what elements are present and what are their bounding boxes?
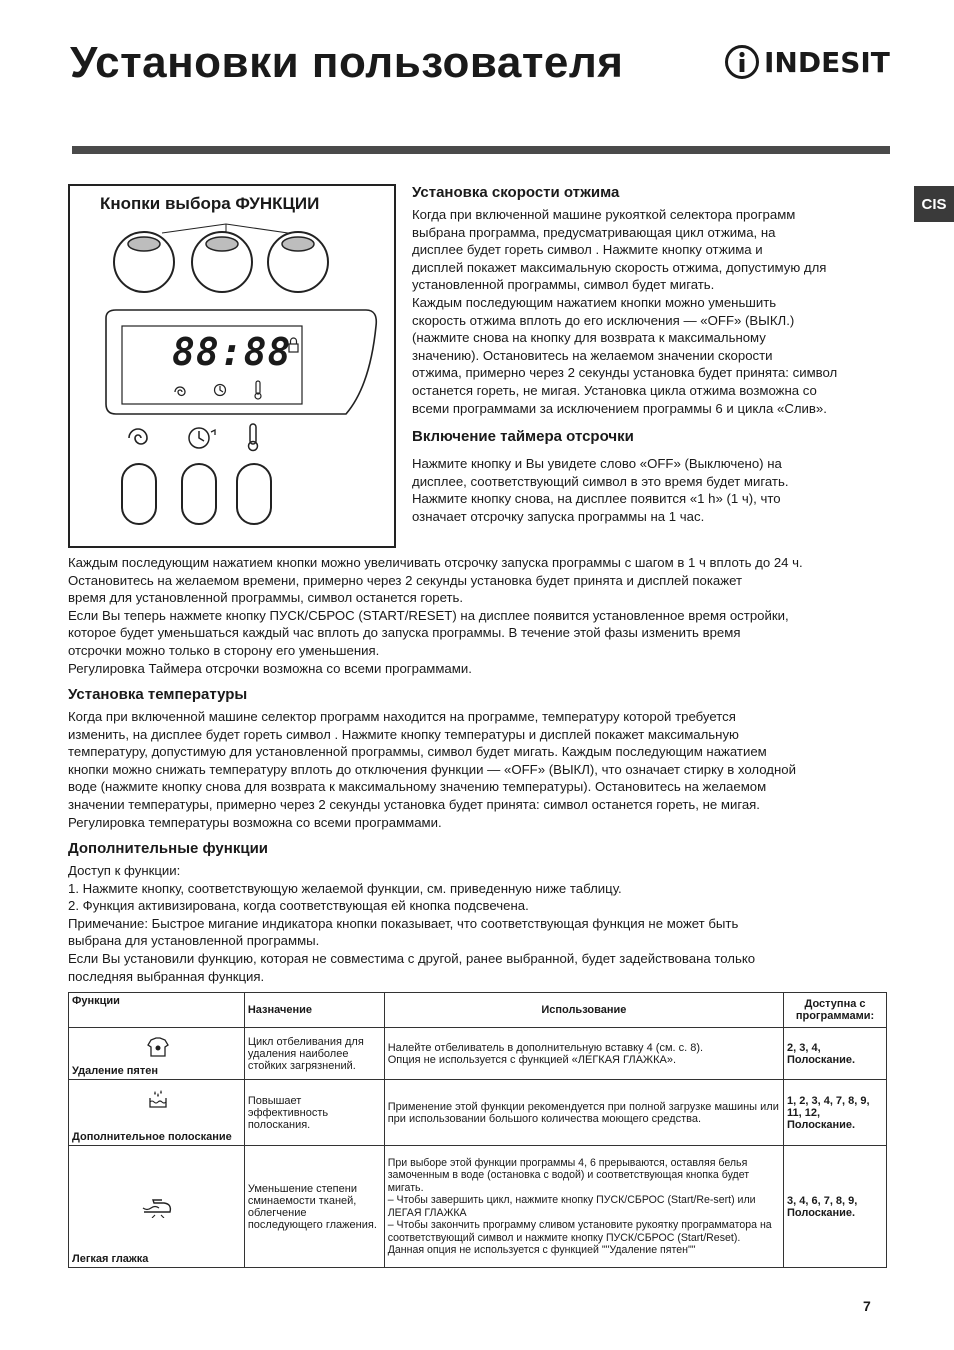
stain-removal-icon: [147, 1036, 169, 1058]
timer-text: Нажмите кнопку и Вы увидете слово «OFF» (Выключено) на дисплее, соответствующий символ в это время будет мигать. Нажмите кнопку снова, на дисплее появится «1 h» (1 ч), что означает отсрочку запуска программы на 1 час.: [412, 456, 789, 524]
extra-heading: Дополнительные функции: [68, 840, 269, 857]
function-cell: Удаление пятен: [69, 1028, 245, 1080]
function-button-2: [192, 232, 252, 292]
extra-functions-section: [68, 840, 755, 985]
header-purpose: Назначение: [244, 993, 384, 1028]
temperature-heading: Установка температуры: [68, 686, 248, 703]
purpose-cell: Цикл отбеливания для удаления наиболее стойких загрязнений.: [244, 1028, 384, 1080]
purpose-cell: Уменьшение степени сминаемости тканей, облегчение последующего глажения.: [244, 1146, 384, 1268]
header-programs: Доступна с программами:: [784, 993, 887, 1028]
programs-cell: 3, 4, 6, 7, 8, 9, Полоскание.: [784, 1146, 887, 1268]
header-functions: Функции: [69, 993, 245, 1028]
header-usage: Использование: [384, 993, 783, 1028]
page-number: 7: [863, 1298, 871, 1314]
purpose-cell: Повышает эффективность полоскания.: [244, 1080, 384, 1146]
usage-cell: Применение этой функции рекомендуется при полной загрузке машины или при использовании большого количества моющего средства.: [384, 1080, 783, 1146]
spin-heading: Установка скорости отжима: [412, 184, 620, 201]
header-rule: [72, 146, 890, 154]
spin-section: [412, 184, 837, 417]
table-row: [69, 1080, 887, 1146]
easy-iron-icon: [141, 1196, 175, 1218]
timer-text-continued: Каждым последующим нажатием кнопки можно увеличивать отсрочку запуска программы с шагом в 1 ч вплоть до 24 ч. Остановитесь на желаемом времени, примерно через 2 секунды установка будет принята и дисплей покажет время для установленной программы, символ останется гореть. Если Вы теперь нажмете кнопку ПУСК/СБРОС (START/RESET) на дисплее появится установленное время остройки, которое будет уменьшаться каждый час вплоть до запуска программы. В течение этой фазы изменить время отсрочки можно только в сторону его уменьшения. Регулировка Таймера отсрочки возможна со всеми программами.: [68, 555, 803, 676]
timer-heading: Включение таймера отсрочки: [412, 428, 634, 445]
spin-text: Когда при включенной машине рукояткой селектора программ выбрана программа, предусматривающая цикл отжима, на дисплее будет гореть символ . Нажмите кнопку отжима и дисплей покажет максимальную скорость отжима, допустимую для установленной программы, символ будет мигать. Каждым последующим нажатием кнопки можно уменьшить скорость отжима вплоть до его исключения — «OFF» (ВЫКЛ.) (нажмите снова на кнопку для возврата к максимальному значению). Остановитесь на желаемом значении скорости отжима, примерно через 2 секунды установка будет принята: символ останется гореть, не мигая. Установка цикла отжима возможна со всеми программами за исключением программы 6 и цикла «Слив».: [412, 207, 838, 416]
extra-text: Доступ к функции: 1. Нажмите кнопку, соответствующую желаемой функции, см. приведенную ниже таблицу. 2. Функция активизирована, когда соответствующая ей кнопка подсвечена. Примечание: Быстрое мигание индикатора кнопки показывает, что соответствующая функция не может быть выбрана для установленной программы. Если Вы установили функцию, которая не совместима с другой, ранее выбранной, будет задействована только последняя выбранная функция.: [68, 863, 756, 984]
function-button-3: [268, 232, 328, 292]
indesit-logo-icon: [724, 44, 760, 80]
programs-cell: 1, 2, 3, 4, 7, 8, 9, 11, 12, Полоскание.: [784, 1080, 887, 1146]
table-header-row: [69, 993, 887, 1028]
control-panel-diagram: [68, 184, 396, 548]
panel-title: Кнопки выбора ФУНКЦИИ: [100, 194, 320, 213]
brand-name: INDESIT: [764, 45, 890, 79]
temperature-section: [68, 686, 796, 831]
programs-cell: 2, 3, 4, Полоскание.: [784, 1028, 887, 1080]
display-digits: 88:88: [172, 330, 292, 374]
brand-logo: [724, 42, 890, 82]
usage-cell: Налейте отбеливатель в дополнительную вставку 4 (см. с. 8). Опция не используется с функцией «ЛЕГКАЯ ГЛАЖКА».: [384, 1028, 783, 1080]
temperature-text: Когда при включенной машине селектор программ находится на программе, температуру которой требуется изменить, на дисплее будет гореть символ . Нажмите кнопку температуры и дисплей покажет максимальную температуру, допустимую для установленной программы, символ будет мигать. Каждым последующим нажатием кнопки можно снижать температуру вплоть до отключения функции — «OFF» (ВЫКЛ), что означает стирку в холодной воде (нажмите кнопку снова для возврата к максимальному значению температуры). Остановитесь на желаемом значении температуры, примерно через 2 секунды установка будет принята: символ останется гореть, не мигая. Регулировка температуры возможна со всеми программами.: [68, 709, 796, 830]
usage-cell: При выборе этой функции программы 4, 6 прерываются, оставляя белья замоченным в воде (остановка с водой) и соответствующая кнопка будет мигать. – Чтобы завершить цикл, нажмите кнопку ПУСК/СБРОС (Start/Re-sert) или ЛЕГАЯ ГЛАЖКА – Чтобы закончить программу сливом установите рукоятку программатора на соответствующий символ и нажмите кнопку ПУСК/СБРОС (Start/Reset). Данная опция не используется с функцией ""Удаление пятен"": [384, 1146, 783, 1268]
function-button-1: [114, 232, 174, 292]
timer-section: [412, 428, 789, 525]
table-row: [69, 1028, 887, 1080]
table-row: [69, 1146, 887, 1268]
extra-rinse-icon: [147, 1088, 169, 1110]
function-cell: Дополнительное полоскание: [69, 1080, 245, 1146]
function-cell: Легкая глажка: [69, 1146, 245, 1268]
page-title: Установки пользователя: [70, 38, 624, 87]
language-tab: CIS: [914, 186, 954, 222]
functions-table: [68, 992, 887, 1268]
